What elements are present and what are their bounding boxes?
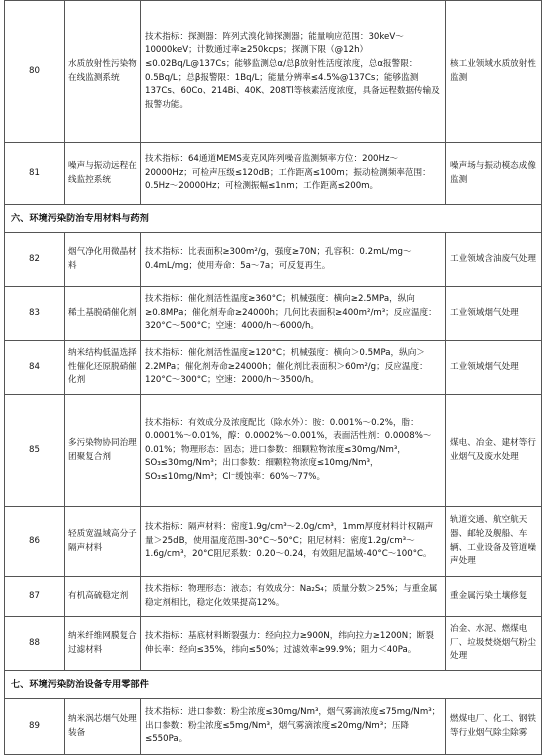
- technical-spec-cell: 技术指标：物理形态：液态；有效成分：Na₂S₄；质量分数＞25%；与重金属稳定剂相比，稳定化效果提高12%。: [141, 577, 446, 617]
- section-header-row: [5, 205, 542, 233]
- item-number-cell: 85: [5, 395, 65, 507]
- technical-spec-cell: 技术指标：有效成分及浓度配比（除水外）：胺：0.001%～0.2%，脂：0.0001%～0.01%，醇：0.0002%～0.001%，表面活性剂：0.0008%～0.01%；物理形态：固态；进口参数：细颗粒物浓度≤30mg/Nm³，SO₃≤30mg/Nm³；出口参数：细颗粒物浓度≤10mg/Nm³，SO₃≤10mg/Nm³；Cl⁻缓蚀率：60%～77%。: [141, 395, 446, 507]
- technical-spec-cell: 技术指标：进口参数：粉尘浓度≤30mg/Nm³，烟气雾滴浓度≤75mg/Nm³；出口参数：粉尘浓度≤5mg/Nm³，烟气雾滴浓度≤20mg/Nm³；压降≤550Pa。: [141, 699, 446, 755]
- catalog-table: [4, 0, 542, 755]
- technical-spec-cell: 技术指标：探测器：阵列式溴化铈探测器；能量响应范围：30keV～10000keV；计数通过率≥250kcps；探测下限（@12h）≤0.02Bq/L@137Cs；能够监测总α/总β放射性活度浓度，总α报警限：0.5Bq/L；总β报警限：1Bq/L；能量分辨率≤4.5%@137Cs；能够监测137Cs、60Co、214Bi、40K、208Tl等核素活度浓度，具备远程数据传输及报警功能。: [141, 1, 446, 143]
- table-row: [5, 507, 542, 577]
- table-row: [5, 143, 542, 205]
- table-row: [5, 577, 542, 617]
- item-number-cell: 86: [5, 507, 65, 577]
- item-name-cell: 有机高硫稳定剂: [65, 577, 141, 617]
- item-number-cell: 81: [5, 143, 65, 205]
- item-name-cell: 烟气净化用微晶材料: [65, 233, 141, 287]
- table-row: [5, 287, 542, 341]
- table-row: [5, 699, 542, 755]
- table-row: [5, 233, 542, 287]
- catalog-table-body: [5, 1, 542, 755]
- application-field-cell: 煤电、冶金、建材等行业烟气及废水处理: [446, 395, 542, 507]
- technical-spec-cell: 技术指标：隔声材料：密度1.9g/cm³～2.0g/cm³，1mm厚度材料计权隔声量＞25dB，使用温度范围-30°C～50°C；阻尼材料：密度1.2g/cm³～1.6g/cm³，20°C阻尼系数：0.20～0.24，有效阻尼温域-40°C～100°C。: [141, 507, 446, 577]
- item-name-cell: 纳米纤维网膜复合过滤材料: [65, 617, 141, 671]
- item-name-cell: 纳米结构低温选择性催化还原脱硝催化剂: [65, 341, 141, 395]
- section-header-row: [5, 671, 542, 699]
- technical-spec-cell: 技术指标：催化剂活性温度≥360°C；机械强度：横向≥2.5MPa，纵向≥0.8MPa；催化剂寿命≥24000h；几何比表面积≥400m²/m³；反应温度：320°C～500°C；空速：4000/h～6000/h。: [141, 287, 446, 341]
- application-field-cell: 工业领域烟气处理: [446, 341, 542, 395]
- item-name-cell: 纳米涡芯烟气处理装备: [65, 699, 141, 755]
- item-number-cell: 80: [5, 1, 65, 143]
- item-name-cell: 多污染物协同治理团聚复合剂: [65, 395, 141, 507]
- application-field-cell: 噪声场与振动模态成像监测: [446, 143, 542, 205]
- application-field-cell: 轨道交通、航空航天器、邮轮及舰船、车辆、工业设备及管道噪声处理: [446, 507, 542, 577]
- item-number-cell: 87: [5, 577, 65, 617]
- item-number-cell: 89: [5, 699, 65, 755]
- application-field-cell: 燃煤电厂、化工、钢铁等行业烟气除尘除雾: [446, 699, 542, 755]
- table-row: [5, 395, 542, 507]
- application-field-cell: 冶金、水泥、燃煤电厂、垃圾焚烧烟气粉尘处理: [446, 617, 542, 671]
- section-title: 六、环境污染防治专用材料与药剂: [5, 205, 542, 233]
- table-row: [5, 341, 542, 395]
- item-name-cell: 轻质宽温域高分子隔声材料: [65, 507, 141, 577]
- item-number-cell: 82: [5, 233, 65, 287]
- table-row: [5, 1, 542, 143]
- application-field-cell: 工业领域烟气处理: [446, 287, 542, 341]
- section-title: 七、环境污染防治设备专用零部件: [5, 671, 542, 699]
- table-row: [5, 617, 542, 671]
- application-field-cell: 核工业领域水质放射性监测: [446, 1, 542, 143]
- item-number-cell: 84: [5, 341, 65, 395]
- item-name-cell: 稀土基脱硝催化剂: [65, 287, 141, 341]
- item-name-cell: 噪声与振动远程在线监控系统: [65, 143, 141, 205]
- technical-spec-cell: 技术指标：64通道MEMS麦克风阵列噪音监测频率方位：200Hz～20000Hz；可检声压级≤120dB；工作距离≤100m；振动检测频率范围：0.5Hz～20000Hz；可检测振幅≤1nm；工作距离≤200m。: [141, 143, 446, 205]
- application-field-cell: 重金属污染土壤修复: [446, 577, 542, 617]
- item-number-cell: 83: [5, 287, 65, 341]
- item-name-cell: 水质放射性污染物在线监测系统: [65, 1, 141, 143]
- application-field-cell: 工业领域含油废气处理: [446, 233, 542, 287]
- item-number-cell: 88: [5, 617, 65, 671]
- technical-spec-cell: 技术指标：催化剂活性温度≥120°C；机械强度：横向＞0.5MPa，纵向＞2.2MPa；催化剂寿命≥24000h；催化剂比表面积＞60m²/g；反应温度：120°C～300°C；空速：2000/h～3500/h。: [141, 341, 446, 395]
- technical-spec-cell: 技术指标：基底材料断裂强力：经向拉力≥900N，纬向拉力≥1200N；断裂伸长率：经向≤35%，纬向≤50%；过滤效率≥99.9%；阻力＜40Pa。: [141, 617, 446, 671]
- technical-spec-cell: 技术指标：比表面积≥300m²/g，强度≥70N；孔容积：0.2mL/mg～0.4mL/mg；使用寿命：5a～7a；可反复再生。: [141, 233, 446, 287]
